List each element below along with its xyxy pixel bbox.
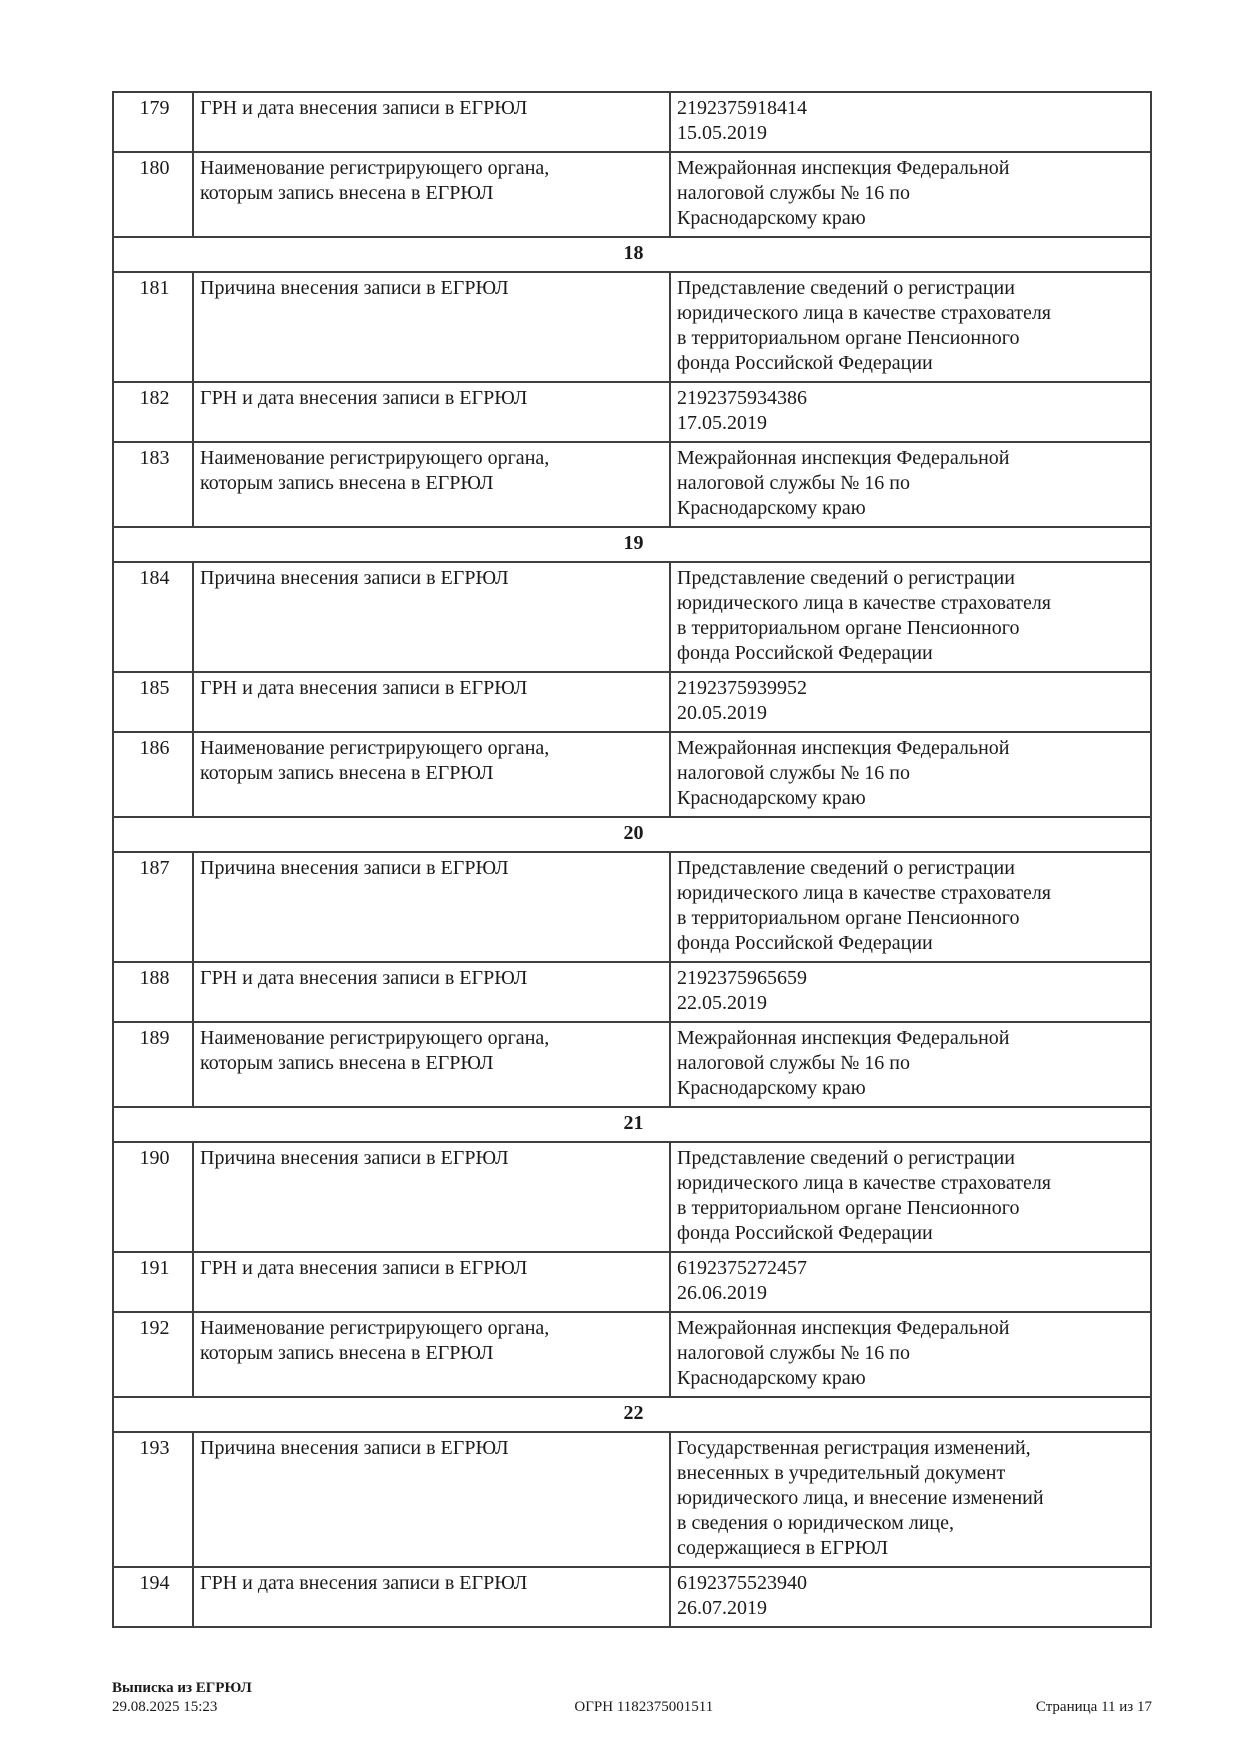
record-number-cell: 186	[113, 732, 193, 817]
text-line: ГРН и дата внесения записи в ЕГРЮЛ	[200, 677, 528, 699]
record-row	[113, 962, 1151, 1022]
field-label-cell	[193, 1252, 670, 1312]
text-line: 6192375523940	[677, 1572, 807, 1594]
text-line: Наименование регистрирующего органа,	[200, 157, 550, 179]
record-row	[113, 732, 1151, 817]
record-row	[113, 562, 1151, 672]
document-title: Выписка из ЕГРЮЛ	[112, 1680, 252, 1696]
field-value-cell	[670, 1312, 1151, 1397]
text-line: ГРН и дата внесения записи в ЕГРЮЛ	[200, 1572, 528, 1594]
text-line: Представление сведений о регистрации	[677, 1147, 1015, 1169]
record-number-cell: 179	[113, 92, 193, 152]
text-line: содержащиеся в ЕГРЮЛ	[677, 1537, 889, 1559]
field-label-cell	[193, 1567, 670, 1627]
record-number-cell: 184	[113, 562, 193, 672]
field-label-cell	[193, 562, 670, 672]
section-number: 20	[113, 817, 1151, 852]
field-label-cell	[193, 672, 670, 732]
field-value-cell	[670, 1142, 1151, 1252]
record-number-cell: 190	[113, 1142, 193, 1252]
text-line: Представление сведений о регистрации	[677, 857, 1015, 879]
text-line: Причина внесения записи в ЕГРЮЛ	[200, 1147, 509, 1169]
text-line: Наименование регистрирующего органа,	[200, 737, 550, 759]
text-line: ГРН и дата внесения записи в ЕГРЮЛ	[200, 1257, 528, 1279]
record-row	[113, 92, 1151, 152]
field-value-cell	[670, 852, 1151, 962]
text-line: Представление сведений о регистрации	[677, 567, 1015, 589]
field-label-cell	[193, 1142, 670, 1252]
text-line: 2192375934386	[677, 387, 807, 409]
text-line: 17.05.2019	[677, 412, 767, 434]
section-number: 18	[113, 237, 1151, 272]
section-header-row	[113, 817, 1151, 852]
text-line: налоговой службы № 16 по	[677, 1342, 910, 1364]
text-line: юридического лица в качестве страхователя	[677, 302, 1052, 324]
field-label-cell	[193, 152, 670, 237]
field-value-cell	[670, 1567, 1151, 1627]
text-line: Краснодарскому краю	[677, 207, 866, 229]
record-number-cell: 193	[113, 1432, 193, 1567]
field-label-cell	[193, 272, 670, 382]
text-line: Межрайонная инспекция Федеральной	[677, 1027, 1010, 1049]
field-value-cell	[670, 672, 1151, 732]
field-value-cell	[670, 442, 1151, 527]
text-line: юридического лица в качестве страхователя	[677, 882, 1052, 904]
text-line: юридического лица в качестве страхователя	[677, 592, 1052, 614]
field-value-cell	[670, 92, 1151, 152]
field-label-cell	[193, 1432, 670, 1567]
text-line: в территориальном органе Пенсионного	[677, 617, 1020, 639]
record-row	[113, 1432, 1151, 1567]
field-label-cell	[193, 962, 670, 1022]
text-line: юридического лица, и внесение изменений	[677, 1487, 1044, 1509]
section-number: 19	[113, 527, 1151, 562]
record-row	[113, 852, 1151, 962]
text-line: Государственная регистрация изменений,	[677, 1437, 1031, 1459]
section-number: 22	[113, 1397, 1151, 1432]
record-row	[113, 1312, 1151, 1397]
field-label-cell	[193, 442, 670, 527]
text-line: Краснодарскому краю	[677, 1367, 866, 1389]
text-line: которым запись внесена в ЕГРЮЛ	[200, 762, 494, 784]
text-line: ГРН и дата внесения записи в ЕГРЮЛ	[200, 967, 528, 989]
record-number-cell: 187	[113, 852, 193, 962]
field-label-cell	[193, 382, 670, 442]
field-value-cell	[670, 382, 1151, 442]
text-line: Наименование регистрирующего органа,	[200, 1317, 550, 1339]
text-line: Причина внесения записи в ЕГРЮЛ	[200, 857, 509, 879]
text-line: Межрайонная инспекция Федеральной	[677, 157, 1010, 179]
text-line: Представление сведений о регистрации	[677, 277, 1015, 299]
footer-datetime: 29.08.2025 15:23	[112, 1699, 218, 1715]
text-line: 26.06.2019	[677, 1282, 767, 1304]
field-label-cell	[193, 732, 670, 817]
field-value-cell	[670, 1022, 1151, 1107]
record-number-cell: 189	[113, 1022, 193, 1107]
footer-left	[112, 1679, 252, 1717]
text-line: Межрайонная инспекция Федеральной	[677, 1317, 1010, 1339]
record-row	[113, 672, 1151, 732]
text-line: в территориальном органе Пенсионного	[677, 907, 1020, 929]
record-number-cell: 185	[113, 672, 193, 732]
text-line: в территориальном органе Пенсионного	[677, 1197, 1020, 1219]
text-line: фонда Российской Федерации	[677, 932, 933, 954]
record-number-cell: 191	[113, 1252, 193, 1312]
text-line: Межрайонная инспекция Федеральной	[677, 737, 1010, 759]
field-label-cell	[193, 92, 670, 152]
text-line: которым запись внесена в ЕГРЮЛ	[200, 182, 494, 204]
record-number-cell: 192	[113, 1312, 193, 1397]
text-line: в территориальном органе Пенсионного	[677, 327, 1020, 349]
section-header-row	[113, 527, 1151, 562]
page-footer	[112, 1679, 1152, 1717]
record-number-cell: 181	[113, 272, 193, 382]
text-line: которым запись внесена в ЕГРЮЛ	[200, 472, 494, 494]
text-line: 2192375965659	[677, 967, 807, 989]
text-line: ГРН и дата внесения записи в ЕГРЮЛ	[200, 387, 528, 409]
field-value-cell	[670, 272, 1151, 382]
text-line: налоговой службы № 16 по	[677, 182, 910, 204]
record-number-cell: 180	[113, 152, 193, 237]
text-line: Краснодарскому краю	[677, 787, 866, 809]
text-line: налоговой службы № 16 по	[677, 762, 910, 784]
field-value-cell	[670, 1252, 1151, 1312]
record-row	[113, 272, 1151, 382]
record-row	[113, 1142, 1151, 1252]
record-row	[113, 152, 1151, 237]
text-line: Межрайонная инспекция Федеральной	[677, 447, 1010, 469]
text-line: 20.05.2019	[677, 702, 767, 724]
section-header-row	[113, 237, 1151, 272]
record-row	[113, 1252, 1151, 1312]
egrul-table-body	[113, 92, 1151, 1627]
field-label-cell	[193, 852, 670, 962]
text-line: 2192375939952	[677, 677, 807, 699]
text-line: которым запись внесена в ЕГРЮЛ	[200, 1052, 494, 1074]
field-label-cell	[193, 1022, 670, 1107]
record-number-cell: 182	[113, 382, 193, 442]
section-header-row	[113, 1107, 1151, 1142]
record-row	[113, 1567, 1151, 1627]
record-number-cell: 183	[113, 442, 193, 527]
text-line: налоговой службы № 16 по	[677, 1052, 910, 1074]
field-value-cell	[670, 962, 1151, 1022]
text-line: Наименование регистрирующего органа,	[200, 447, 550, 469]
text-line: Краснодарскому краю	[677, 1077, 866, 1099]
text-line: внесенных в учредительный документ	[677, 1462, 1006, 1484]
text-line: 22.05.2019	[677, 992, 767, 1014]
text-line: 2192375918414	[677, 97, 807, 119]
text-line: фонда Российской Федерации	[677, 352, 933, 374]
text-line: Наименование регистрирующего органа,	[200, 1027, 550, 1049]
text-line: фонда Российской Федерации	[677, 1222, 933, 1244]
footer-page-number: Страница 11 из 17	[1035, 1699, 1152, 1715]
egrul-records-table	[112, 91, 1152, 1628]
text-line: Причина внесения записи в ЕГРЮЛ	[200, 567, 509, 589]
text-line: фонда Российской Федерации	[677, 642, 933, 664]
record-number-cell: 194	[113, 1567, 193, 1627]
field-value-cell	[670, 152, 1151, 237]
text-line: ГРН и дата внесения записи в ЕГРЮЛ	[200, 97, 528, 119]
record-number-cell: 188	[113, 962, 193, 1022]
text-line: налоговой службы № 16 по	[677, 472, 910, 494]
text-line: Краснодарскому краю	[677, 497, 866, 519]
text-line: Причина внесения записи в ЕГРЮЛ	[200, 1437, 509, 1459]
record-row	[113, 1022, 1151, 1107]
footer-ogrn: ОГРН 1182375001511	[574, 1699, 714, 1715]
text-line: 26.07.2019	[677, 1597, 767, 1619]
field-value-cell	[670, 562, 1151, 672]
text-line: в сведения о юридическом лице,	[677, 1512, 954, 1534]
field-label-cell	[193, 1312, 670, 1397]
section-number: 21	[113, 1107, 1151, 1142]
section-header-row	[113, 1397, 1151, 1432]
field-value-cell	[670, 1432, 1151, 1567]
text-line: юридического лица в качестве страхователя	[677, 1172, 1052, 1194]
text-line: 15.05.2019	[677, 122, 767, 144]
text-line: которым запись внесена в ЕГРЮЛ	[200, 1342, 494, 1364]
record-row	[113, 382, 1151, 442]
field-value-cell	[670, 732, 1151, 817]
record-row	[113, 442, 1151, 527]
text-line: 6192375272457	[677, 1257, 807, 1279]
text-line: Причина внесения записи в ЕГРЮЛ	[200, 277, 509, 299]
